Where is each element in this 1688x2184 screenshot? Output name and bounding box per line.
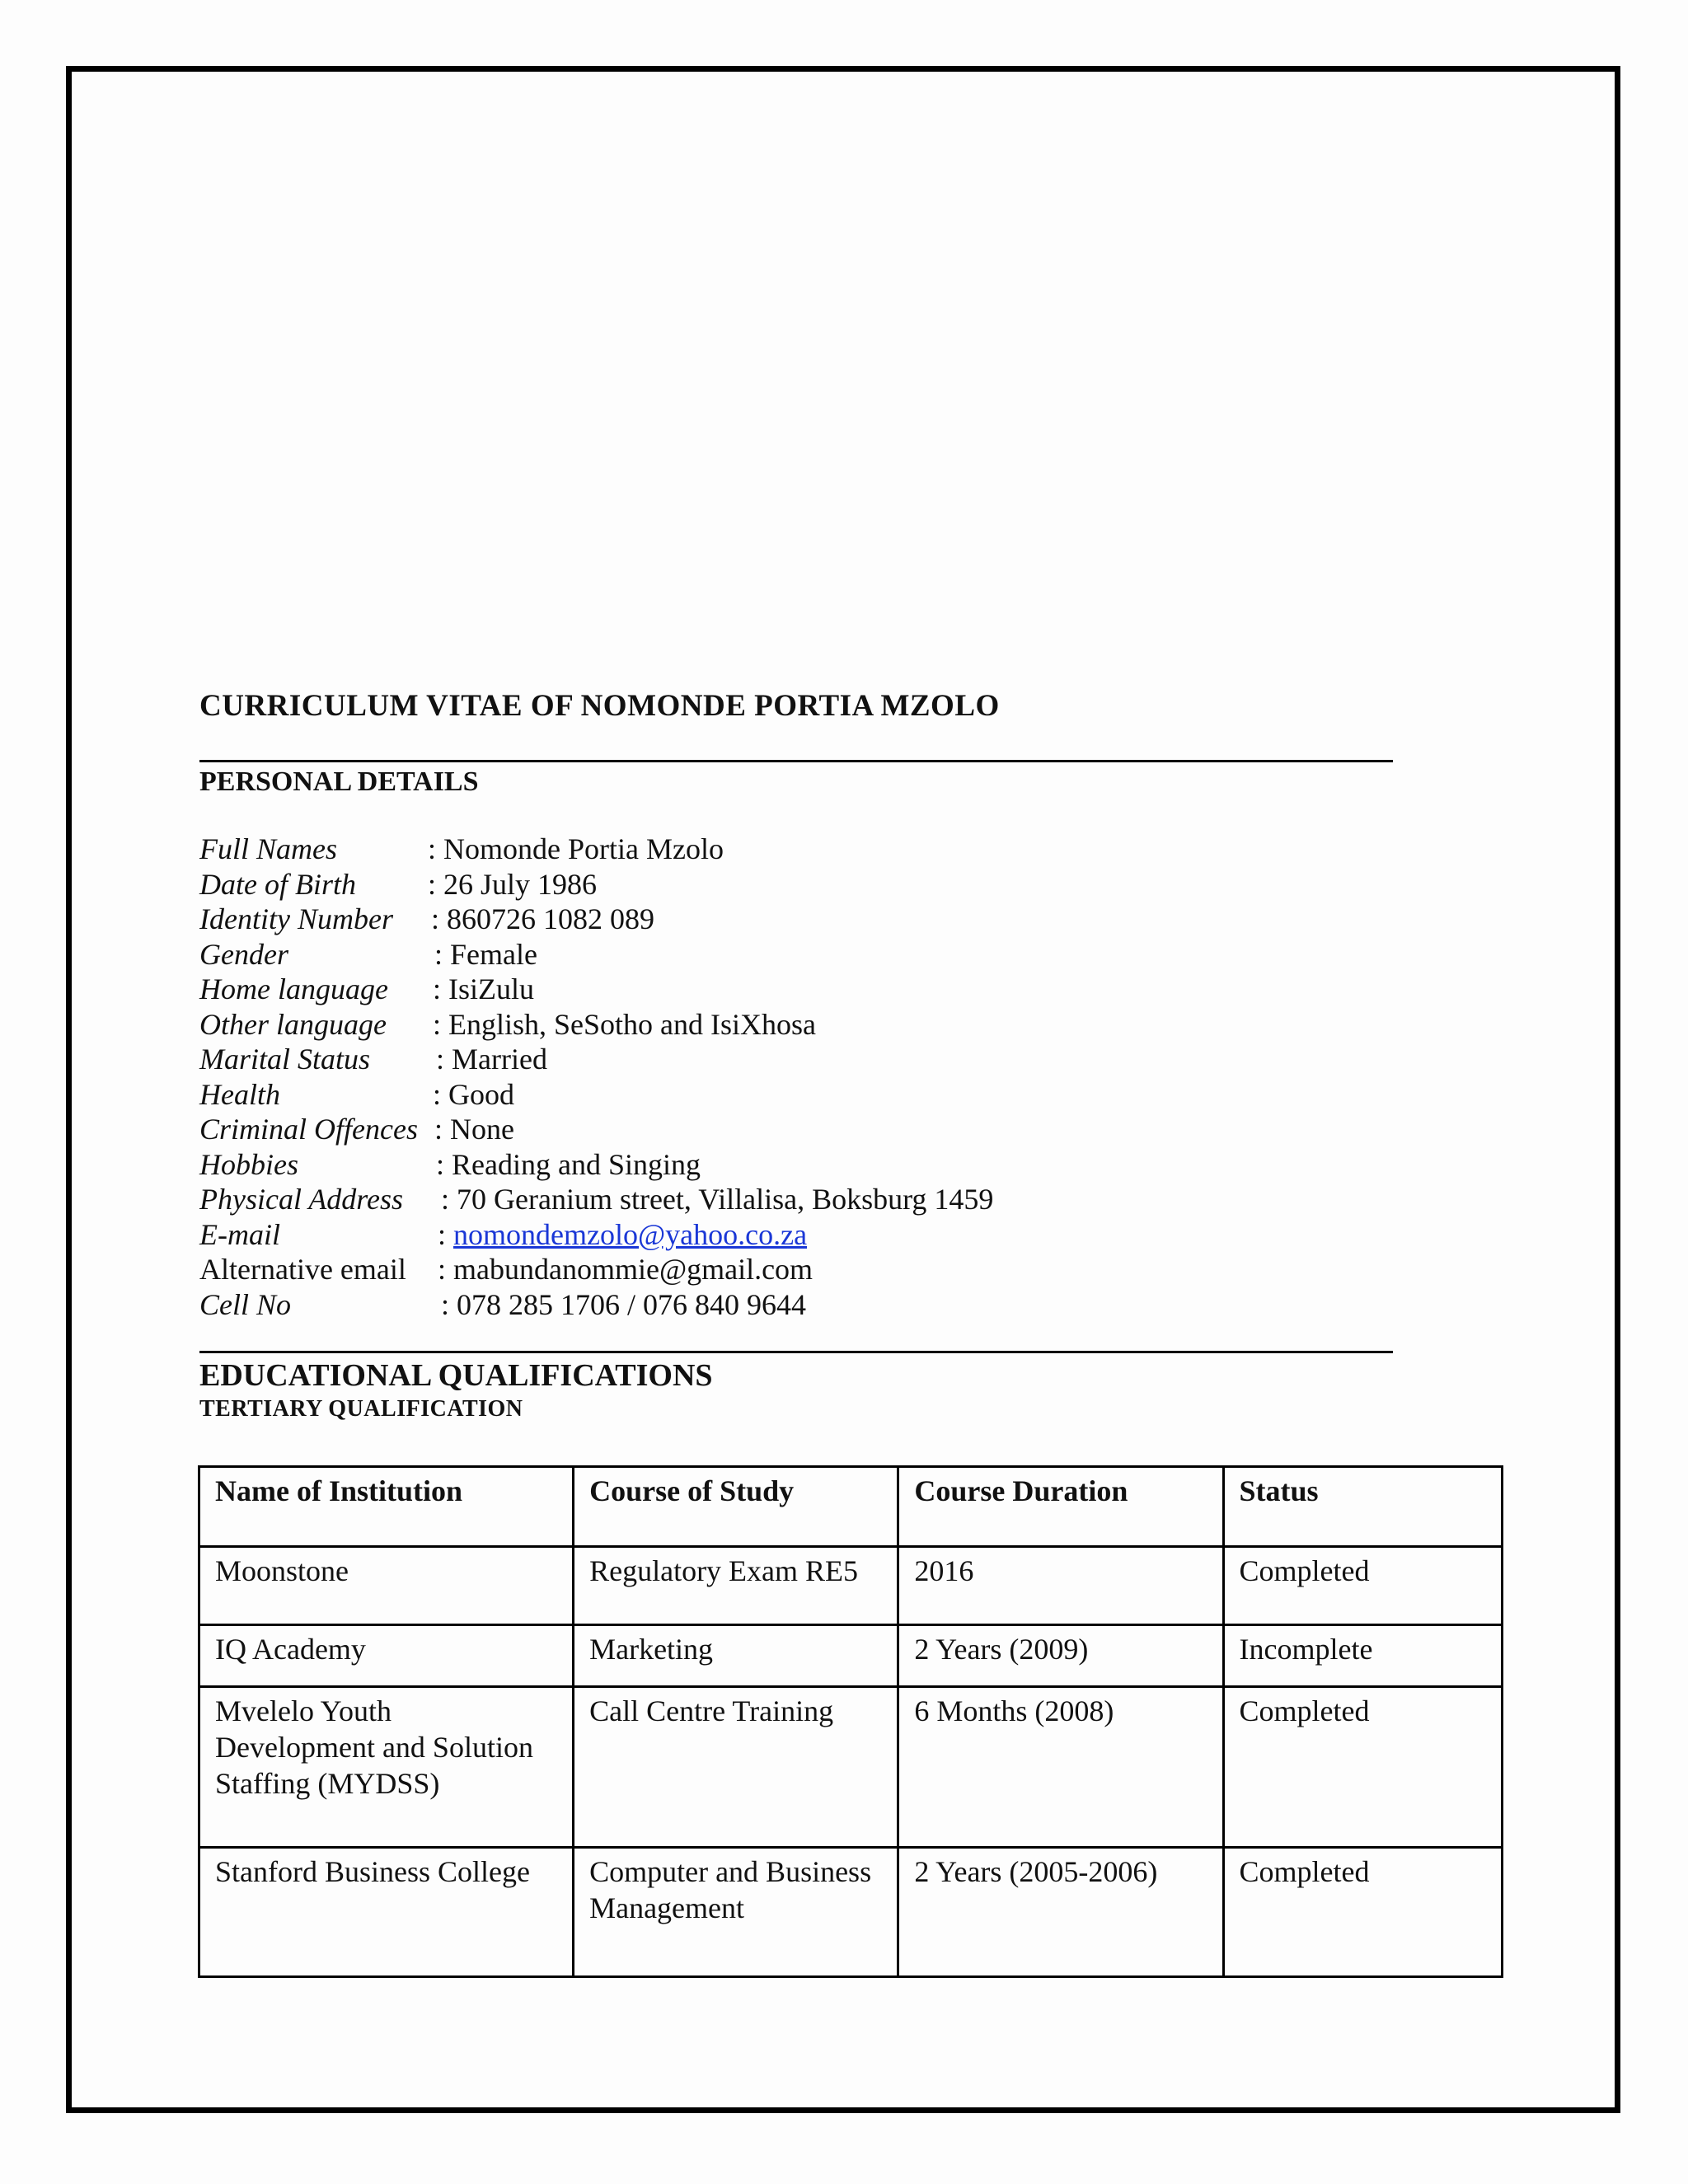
cell-course: Regulatory Exam RE5 <box>574 1547 898 1625</box>
detail-label: E-mail <box>199 1217 280 1251</box>
qualifications-table <box>198 1465 1503 1978</box>
detail-label: Cell No <box>199 1287 292 1321</box>
detail-value: : IsiZulu <box>433 972 534 1005</box>
cell-course: Call Centre Training <box>574 1687 898 1848</box>
detail-value: : None <box>434 1113 514 1146</box>
detail-label: Criminal Offences <box>199 1113 418 1146</box>
table-row <box>199 1687 1503 1848</box>
detail-label: Marital Status <box>199 1043 371 1076</box>
cell-course: Marketing <box>574 1625 898 1687</box>
detail-label: Identity Number <box>199 902 393 935</box>
header-status: Status <box>1223 1467 1502 1547</box>
email-prefix: : <box>438 1217 454 1251</box>
detail-value: : English, SeSotho and IsiXhosa <box>433 1007 816 1041</box>
cell-duration: 2 Years (2009) <box>898 1625 1223 1687</box>
cell-status: Incomplete <box>1223 1625 1502 1687</box>
detail-label: Physical Address <box>199 1183 403 1216</box>
cell-institution: Moonstone <box>199 1547 574 1625</box>
cell-institution: Stanford Business College <box>199 1848 574 1977</box>
detail-label: Full Names <box>199 832 337 865</box>
header-duration: Course Duration <box>898 1467 1223 1547</box>
personal-divider <box>199 1351 1393 1353</box>
detail-label: Hobbies <box>199 1147 298 1181</box>
detail-value: : Reading and Singing <box>436 1147 701 1181</box>
detail-label: Date of Birth <box>199 867 356 901</box>
detail-value: : 078 285 1706 / 076 840 9644 <box>441 1287 807 1321</box>
detail-value: : mabundanommie@gmail.com <box>438 1253 814 1286</box>
cell-institution: IQ Academy <box>199 1625 574 1687</box>
personal-details-heading: PERSONAL DETAILS <box>199 766 479 797</box>
table-row <box>199 1848 1503 1977</box>
education-heading: EDUCATIONAL QUALIFICATIONS <box>199 1358 713 1393</box>
detail-label: Alternative email <box>199 1253 406 1286</box>
cell-duration: 2 Years (2005-2006) <box>898 1848 1223 1977</box>
cell-institution: Mvelelo Youth Development and Solution Staffing (MYDSS) <box>199 1687 574 1848</box>
cell-status: Completed <box>1223 1547 1502 1625</box>
detail-label: Home language <box>199 972 388 1005</box>
cell-duration: 2016 <box>898 1547 1223 1625</box>
title-divider <box>199 760 1393 762</box>
tertiary-heading: TERTIARY QUALIFICATION <box>199 1396 523 1422</box>
detail-value: : Female <box>434 937 537 971</box>
cell-duration: 6 Months (2008) <box>898 1687 1223 1848</box>
header-institution: Name of Institution <box>199 1467 574 1547</box>
detail-value: : Good <box>433 1077 514 1111</box>
cell-status: Completed <box>1223 1687 1502 1848</box>
detail-value: : 860726 1082 089 <box>431 902 655 935</box>
detail-value <box>438 1217 807 1253</box>
table-row <box>199 1547 1503 1625</box>
detail-label: Health <box>199 1077 280 1111</box>
cell-course: Computer and Business Management <box>574 1848 898 1977</box>
detail-value: : 26 July 1986 <box>428 867 598 901</box>
detail-value: : Nomonde Portia Mzolo <box>428 832 724 865</box>
detail-label: Gender <box>199 937 288 971</box>
detail-value: : Married <box>436 1043 547 1076</box>
email-link[interactable]: nomondemzolo@yahoo.co.za <box>453 1217 808 1251</box>
table-header-row <box>199 1467 1503 1547</box>
table-row <box>199 1625 1503 1687</box>
cell-status: Completed <box>1223 1848 1502 1977</box>
page-title: CURRICULUM VITAE OF NOMONDE PORTIA MZOLO <box>199 689 1000 723</box>
detail-value: : 70 Geranium street, Villalisa, Boksburg 1459 <box>441 1183 994 1216</box>
detail-label: Other language <box>199 1007 387 1041</box>
header-course: Course of Study <box>574 1467 898 1547</box>
